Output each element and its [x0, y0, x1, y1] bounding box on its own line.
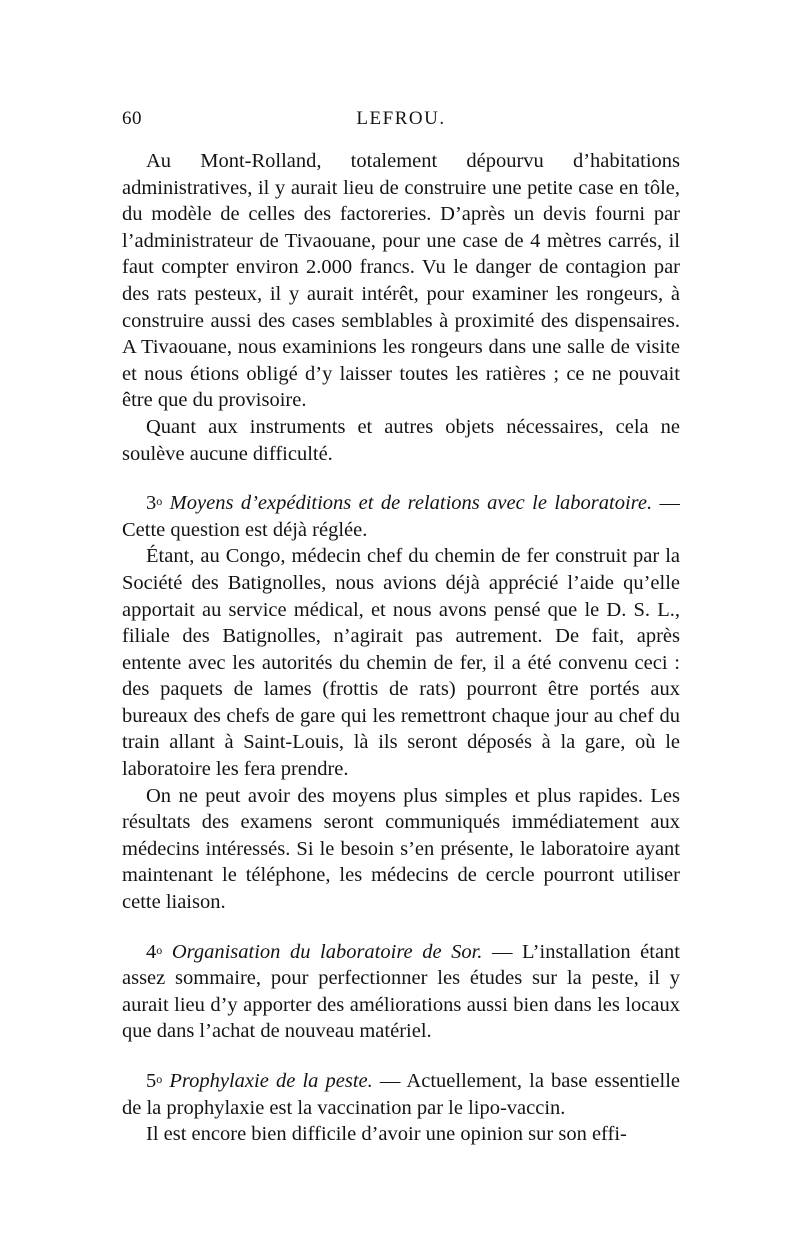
paragraph-moyens: On ne peut avoir des moyens plus simples et plus rapides. Les résultats des examens seront communiqués immédiatement aux médecins intéressés. Si le besoin s’en présente, le laboratoire ayant maintenant le téléphone, les médecins de cercle pourront utiliser cette liaison. — [122, 784, 680, 914]
body-text — [122, 148, 680, 1148]
paragraph-mont-rolland: Au Mont-Rolland, totalement dépourvu d’habitations administratives, il y aurait lieu de construire une petite case en tôle, du modèle de celles des factoreries. D’après un devis fourni par l’administrateur de Tivaouane, pour une case de 4 mètres carrés, il faut compter environ 2.000 francs. Vu le danger de contagion par des rats pesteux, il y aurait intérêt, pour examiner les rongeurs, à construire aussi des cases semblables à proximité des dispensaires. A Tivaouane, nous examinions les rongeurs dans une salle de visite et nous étions obligé d’y laisser toutes les ratières ; ce ne pouvait être que du provisoire. — [122, 150, 680, 412]
paragraph-congo: Étant, au Congo, médecin chef du chemin de fer construit par la Société des Batignolles, nous avions déjà apprécié l’aide qu’elle apportait au service médical, et nous avons pensé que le D. S. L., filiale des Batignolles, n’agirait pas autrement. De fait, après entente avec les autorités du chemin de fer, il a été convenu ceci : des paquets de lames (frottis de rats) pourront être portés aux bureaux des chefs de gare qui les remettront chaque jour au chef du train allant à Saint-Louis, là ils seront déposés à la gare, où le laboratoire les fera prendre. — [122, 545, 680, 781]
running-title: LEFROU. — [356, 108, 446, 129]
section-4-title: Organisation du laboratoire de Sor. — [171, 940, 483, 963]
paragraph-instruments: Quant aux instruments et autres objets nécessaires, cela ne soulève aucune difficulté. — [122, 415, 680, 465]
paragraph-lipo-vaccin: Il est encore bien difficile d’avoir une opinion sur son effi- — [146, 1123, 627, 1146]
section-5-title: Prophylaxie de la peste. — [169, 1070, 373, 1092]
section-5-paragraph — [122, 1068, 680, 1121]
section-3-number: 3$^o$ — [146, 492, 163, 515]
running-header — [122, 108, 680, 136]
section-3-title: Moyens d’expéditions et de relations avec le laboratoire. — [169, 492, 653, 515]
page-number: 60 — [122, 108, 142, 129]
section-3-paragraph — [122, 490, 680, 543]
document-page — [122, 108, 680, 1228]
section-4-text: — L’installation étant assez sommaire, pour perfectionner les études sur la peste, il y aurait lieu d’y apporter des améliorations aussi bien dans les locaux que dans l’achat de nouveau matériel. — [122, 940, 680, 1043]
section-3-text: — Cette question est déjà réglée. — [122, 492, 680, 541]
section-4-number: 4$^o$ — [146, 940, 163, 963]
section-5-text: — Actuellement, la base essentielle de la prophylaxie est la vaccination par le lipo-vaccin. — [122, 1070, 680, 1119]
section-5-number: 5$^o$ — [146, 1070, 163, 1092]
section-4-paragraph — [122, 939, 680, 1045]
